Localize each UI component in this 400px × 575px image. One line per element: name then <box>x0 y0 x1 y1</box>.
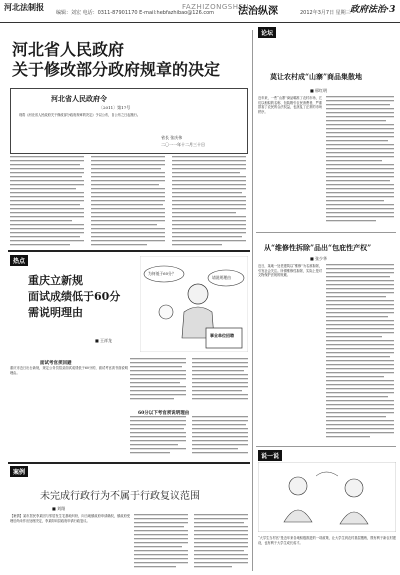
demolition-body-continued <box>326 264 396 440</box>
order-signature: 省长 张庆伟 <box>161 135 183 140</box>
masthead-contact: 编辑：刘宏 电话：0311-87901170 E-mail:hebfazhibao@126.com <box>56 10 215 16</box>
section-rule-2 <box>8 462 250 464</box>
demolition-headline: 从“维修性拆除”品出“包庇性产权” <box>264 243 372 252</box>
opinion-body: “大学生当村官”是近年来各地积极推进的一项政策，让大学生到农村基层锻炼，既有利于新农村建设，也有利于大学生成长成才。 <box>258 536 396 545</box>
main-headline-line2: 关于修改部分政府规章的决定 <box>12 60 221 79</box>
right-rule-2 <box>256 446 396 447</box>
order-number: 〔2011〕第17号 <box>99 105 131 110</box>
case-body-continued <box>134 514 250 570</box>
order-body: 现将《河北省人民政府关于修改部分政府规章的决定》予以公布，自公布之日起施行。 <box>19 113 141 117</box>
cartoon-bubble-2: 请说明理由 <box>212 275 231 280</box>
section-rule-1 <box>8 250 250 252</box>
government-order-box <box>10 88 248 154</box>
case-body: 【案情】某市居民李某因与邻居发生宅基地纠纷，向当地镇政府申请确权，镇政府受理后尚未作出处理决定，李某即向县政府申请行政复议。 <box>10 514 130 523</box>
chongqing-headline-2: 面试成绩低于60分 <box>28 290 121 303</box>
order-title: 河北省人民政府令 <box>51 94 107 103</box>
chongqing-body-right <box>130 358 250 458</box>
column-divider <box>252 30 253 571</box>
right-rule-1 <box>256 232 396 233</box>
case-tag: 案例 <box>10 466 28 477</box>
opinion-tag: 说一说 <box>258 450 282 461</box>
case-headline: 未完成行政行为不属于行政复议范围 <box>40 491 200 502</box>
chongqing-body-left: 重庆市近日出台新规，规定公务员招录面试成绩低于60分的，面试考官须书面说明理由。 <box>10 366 128 375</box>
masthead <box>0 0 400 23</box>
cartoon-sign: 事业单位招聘 <box>210 333 234 338</box>
cartoon-bubble-1: 为何低于60分？ <box>148 271 176 276</box>
hot-topic-tag: 热点 <box>10 255 28 266</box>
order-date: 二〇一一年十二月三十日 <box>161 142 205 147</box>
demolition-body: 近日，某地一处老建筑以“维修”为名被拆除，引发社会关注。所谓维修性拆除，实际上是对文物保护法规的规避。 <box>258 264 322 278</box>
case-byline: ■ 刘翔 <box>52 506 66 511</box>
chongqing-bottom-head: 60分以下考官须说明理由 <box>138 411 190 416</box>
opinion-cartoon <box>258 462 396 532</box>
forum-headline: 莫让农村成“山寨”商品集散地 <box>270 72 363 81</box>
chongqing-headline-1: 重庆立新规 <box>28 274 83 287</box>
forum-byline: ■ 邢红明 <box>310 88 328 93</box>
chongqing-subhead: 面试考官须回避 <box>40 361 72 366</box>
forum-tag: 论坛 <box>258 27 276 38</box>
main-article-text <box>10 156 248 248</box>
forum-body: 近年来，一些“山寨”商品瞄准了农村市场，它们以相似的名称、包装吸引农民消费者，严重损害了农民的合法权益，也扰乱了正常的市场秩序。 <box>258 96 322 114</box>
issue-date: 2012年3月7日 星期三 <box>300 10 351 16</box>
chongqing-headline-3: 需说明理由 <box>28 306 83 319</box>
main-headline-line1: 河北省人民政府 <box>12 40 125 59</box>
forum-body-continued <box>326 96 396 226</box>
section-title: 法治纵深 <box>238 6 278 17</box>
section-pinyin: FAZHIZONGSHEN <box>182 3 250 11</box>
page-label: 政府法治·3 <box>350 5 396 15</box>
newspaper-logo: 河北法制报 <box>4 3 44 12</box>
chongqing-byline: ■ 王祥龙 <box>95 338 113 343</box>
demolition-byline: ■ 张少华 <box>310 256 328 261</box>
